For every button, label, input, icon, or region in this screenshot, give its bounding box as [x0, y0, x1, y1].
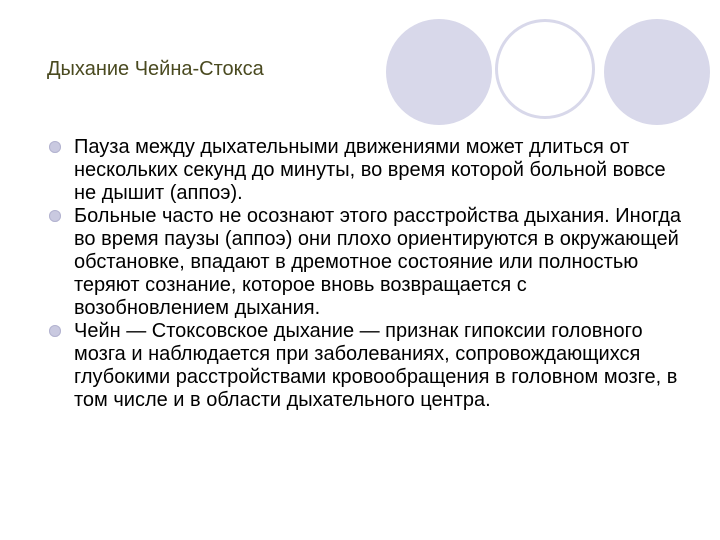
bullet-text: Больные часто не осознают этого расстройства дыхания. Иногда во время паузы (аппоэ) они плохо ориентируются в окружающей обстановке, впадают в дремотное состояние или полностью теряют сознание, которое вновь возвращается с возобновлением дыхания.	[74, 205, 682, 319]
bullet-icon	[49, 141, 61, 153]
decor-circle-3	[604, 19, 710, 125]
bullet-item	[46, 136, 686, 205]
slide-title: Дыхание Чейна-Стокса	[47, 58, 264, 80]
bullet-text: Пауза между дыхательными движениями может длиться от нескольких секунд до минуты, во время которой больной вовсе не дышит (аппоэ).	[74, 136, 666, 204]
decor-circle-2	[495, 19, 595, 119]
bullet-item	[46, 205, 686, 320]
bullet-list	[46, 136, 686, 412]
bullet-icon	[49, 325, 61, 337]
decor-circle-1	[386, 19, 492, 125]
bullet-item	[46, 320, 686, 412]
bullet-text: Чейн — Стоксовское дыхание — признак гипоксии головного мозга и наблюдается при заболеваниях, сопровождающихся глубокими расстройствами кровообращения в головном мозге, в том числе и в области дыхательного центра.	[74, 320, 678, 411]
bullet-icon	[49, 210, 61, 222]
